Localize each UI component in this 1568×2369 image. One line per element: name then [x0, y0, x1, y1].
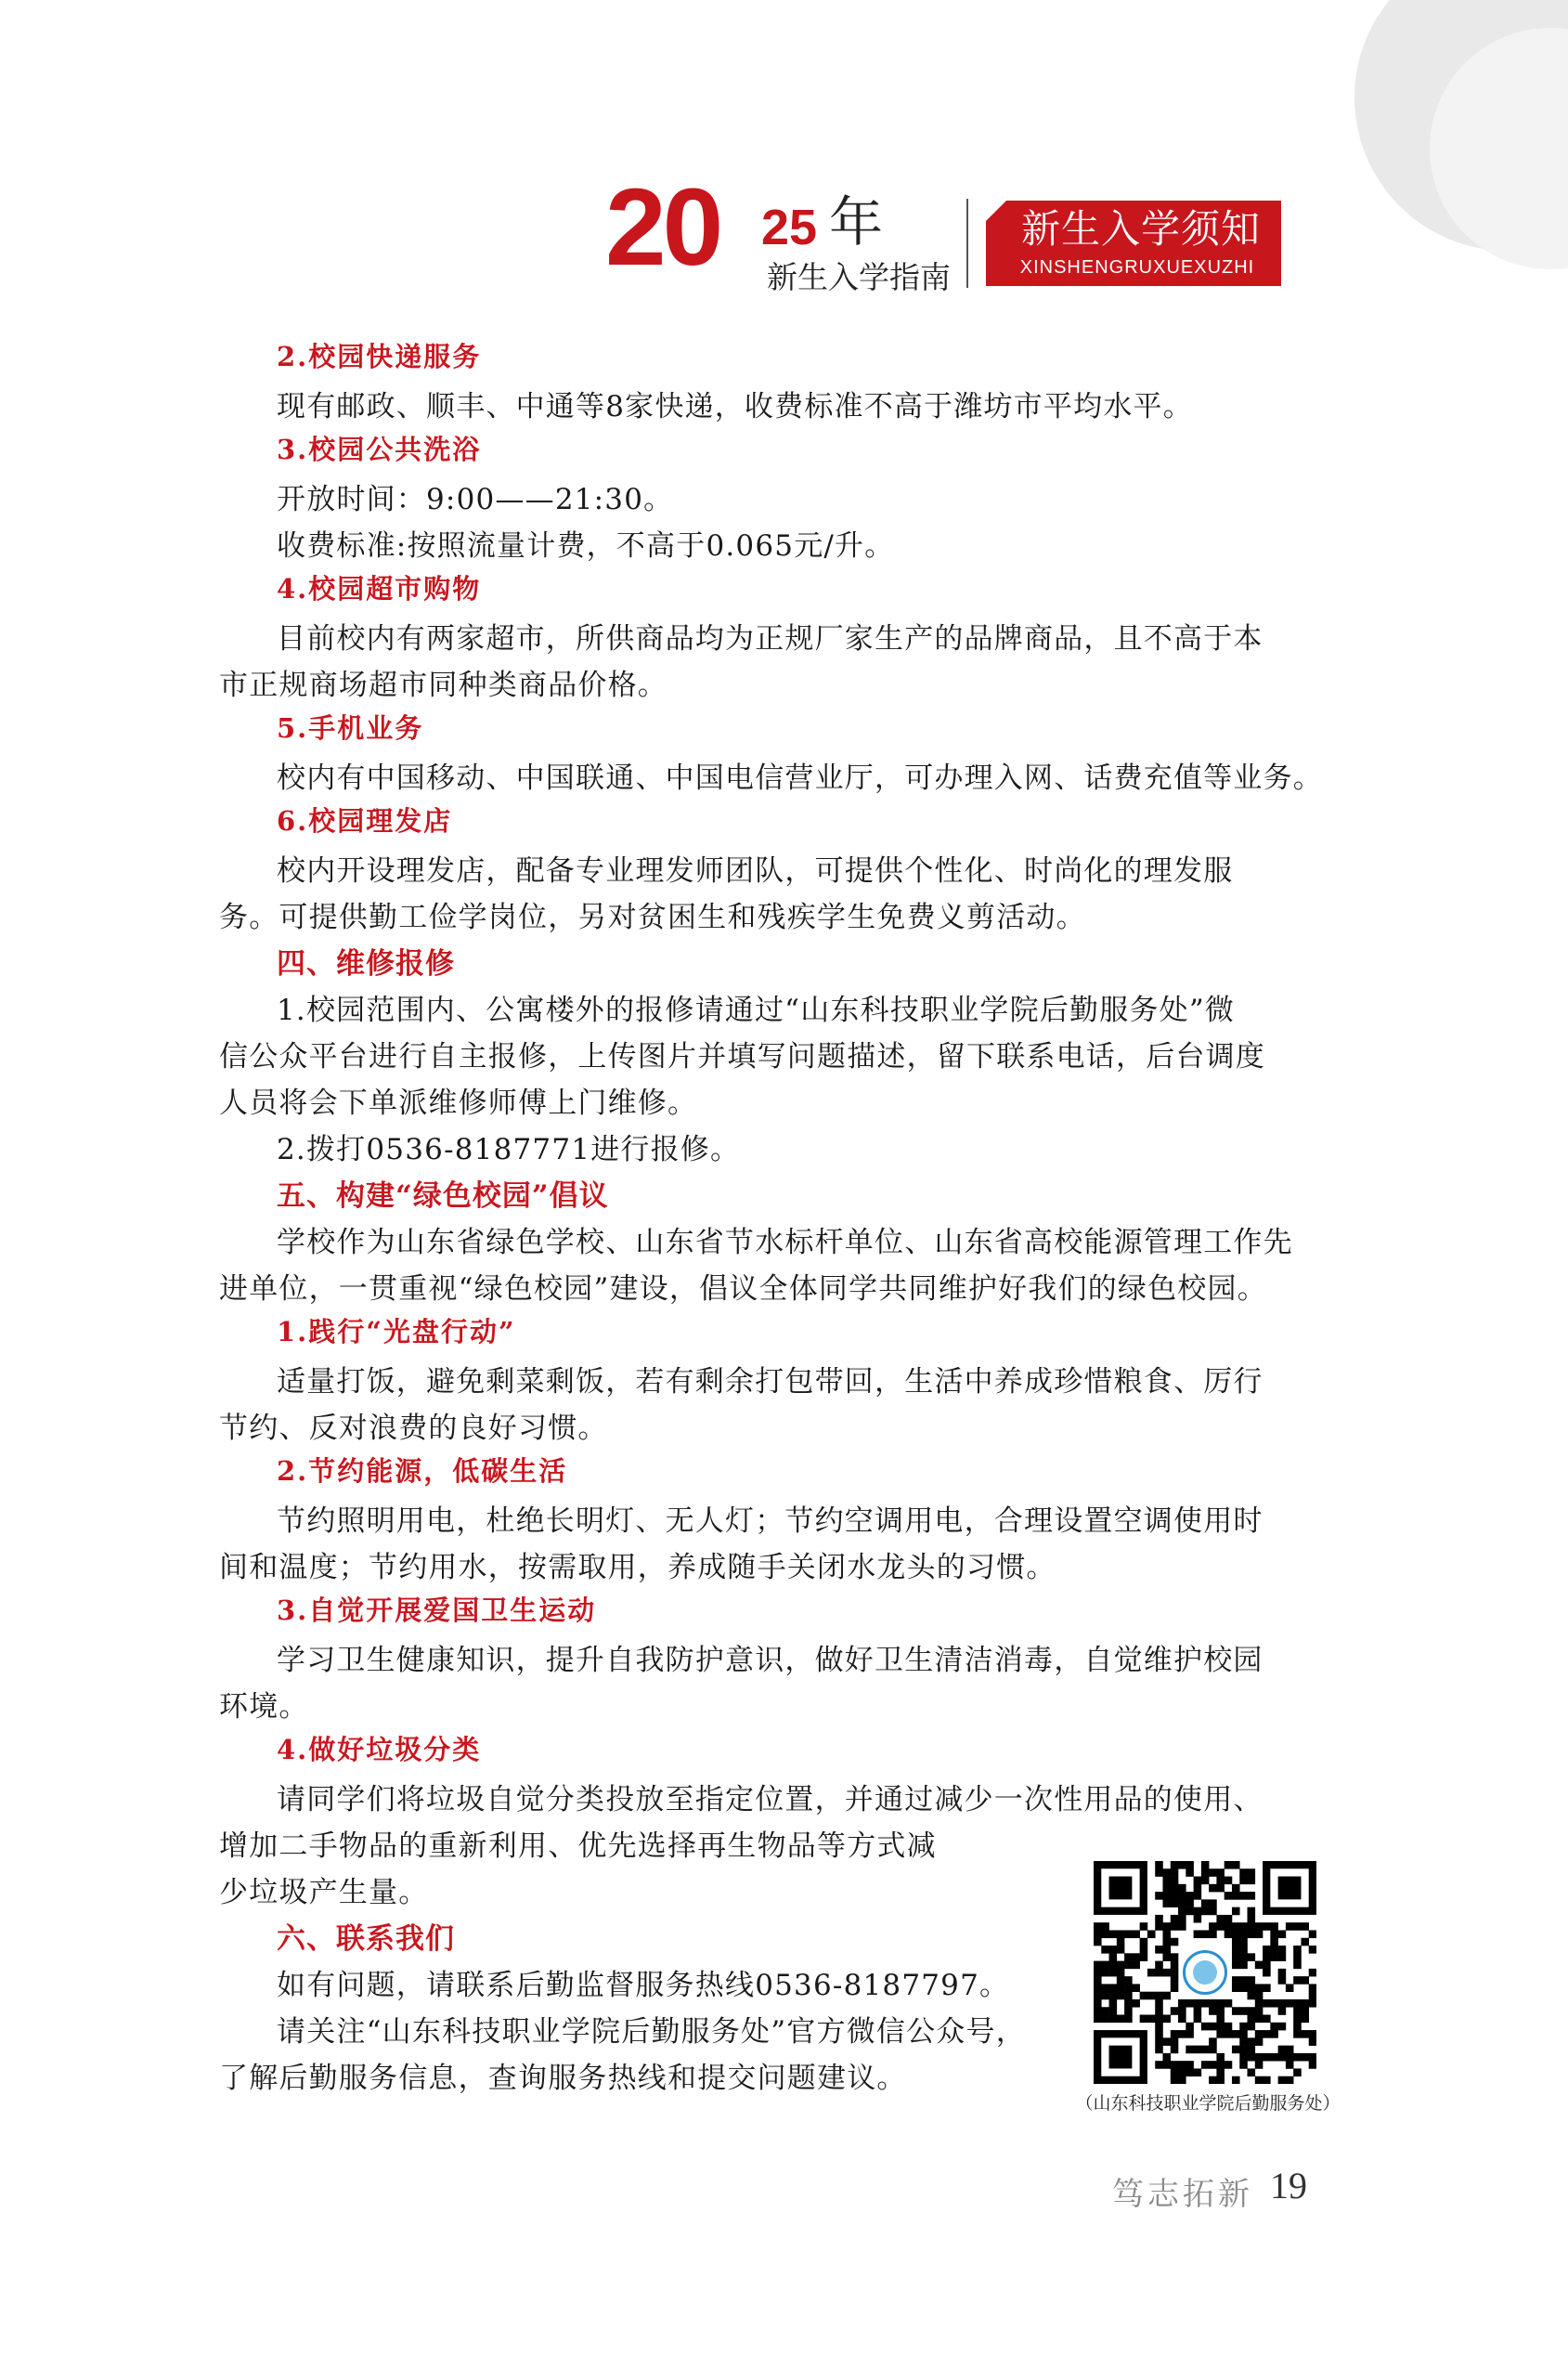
- subsection-heading: 3.自觉开展爱国卫生运动: [277, 1595, 597, 1626]
- body-text-line: 如有问题，请联系后勤监督服务热线0536-8187797。: [277, 1969, 1010, 2002]
- subsection-heading: 5.手机业务: [277, 712, 424, 744]
- body-text-line: 学习卫生健康知识，提升自我防护意识，做好卫生清洁消毒，自觉维护校园: [277, 1644, 1263, 1677]
- body-text-line: 现有邮政、顺丰、中通等8家快递，收费标准不高于潍坊市平均水平。: [277, 390, 1193, 423]
- body-text-line: 2.拨打0536-8187771进行报修。: [277, 1133, 741, 1166]
- body-text-line: 适量打饭，避免剩菜剩饭，若有剩余打包带回，生活中养成珍惜粮食、厉行: [277, 1365, 1263, 1399]
- body-text-line: 信公众平台进行自主报修，上传图片并填写问题描述，留下联系电话，后台调度: [219, 1040, 1265, 1074]
- year-digits-large: 20: [605, 166, 720, 289]
- subsection-heading: 2.校园快递服务: [277, 341, 482, 372]
- page-header: [0, 0, 1568, 306]
- body-text-line: 学校作为山东省绿色学校、山东省节水标杆单位、山东省高校能源管理工作先: [277, 1226, 1293, 1259]
- guide-title: 新生入学指南: [767, 259, 951, 295]
- body-text-line: 请关注“山东科技职业学院后勤服务处”官方微信公众号，: [277, 2015, 1026, 2049]
- year-character: 年: [829, 190, 884, 254]
- body-text-line: 1.校园范围内、公寓楼外的报修请通过“山东科技职业学院后勤服务处”微: [277, 994, 1236, 1027]
- qr-caption: （山东科技职业学院后勤服务处）: [1075, 2093, 1341, 2114]
- body-text-line: 开放时间：9:00——21:30。: [277, 483, 674, 516]
- body-text-line: 务。可提供勤工俭学岗位，另对贫困生和残疾学生免费义剪活动。: [219, 901, 1086, 934]
- section-heading: 四、维修报修: [277, 947, 455, 981]
- year-digits-small: 25: [761, 200, 818, 255]
- banner-corner: [986, 201, 1006, 221]
- body-text-line: 环境。: [219, 1690, 309, 1724]
- subsection-heading: 6.校园理发店: [277, 805, 453, 837]
- header-divider: [966, 199, 968, 288]
- body-text-line: 人员将会下单派维修师傅上门维修。: [219, 1087, 698, 1120]
- subsection-heading: 3.校园公共洗浴: [277, 434, 482, 465]
- body-text-line: 增加二手物品的重新利用、优先选择再生物品等方式减: [219, 1829, 937, 1863]
- body-text-line: 了解后勤服务信息，查询服务热线和提交问题建议。: [219, 2062, 907, 2095]
- body-text-line: 少垃圾产生量。: [219, 1876, 429, 1909]
- section-heading: 六、联系我们: [277, 1922, 455, 1956]
- body-text-line: 请同学们将垃圾自觉分类投放至指定位置，并通过减少一次性用品的使用、: [277, 1783, 1263, 1816]
- qr-code: [1094, 1861, 1316, 2084]
- body-text-line: 校内开设理发店，配备专业理发师团队，可提供个性化、时尚化的理发服: [277, 854, 1234, 888]
- body-text-line: 市正规商场超市同种类商品价格。: [219, 669, 667, 702]
- body-text-line: 目前校内有两家超市，所供商品均为正规厂家生产的品牌商品，且不高于本: [277, 622, 1263, 656]
- body-text-line: 间和温度；节约用水，按需取用，养成随手关闭水龙头的习惯。: [219, 1551, 1056, 1584]
- body-text-line: 节约、反对浪费的良好习惯。: [219, 1412, 608, 1445]
- college-logo-icon: [1183, 1950, 1227, 1995]
- section-heading: 五、构建“绿色校园”倡议: [277, 1179, 609, 1213]
- banner-title: 新生入学须知: [1021, 206, 1262, 252]
- banner-subtitle: XINSHENGRUXUEXUZHI: [1019, 257, 1255, 278]
- footer-motto: 笃志拓新: [1112, 2176, 1253, 2213]
- body-text-line: 校内有中国移动、中国联通、中国电信营业厅，可办理入网、话费充值等业务。: [277, 761, 1323, 795]
- subsection-heading: 1.践行“光盘行动”: [277, 1316, 516, 1347]
- page-number: 19: [1270, 2165, 1307, 2206]
- subsection-heading: 4.校园超市购物: [277, 573, 482, 605]
- body-text-line: 收费标准:按照流量计费，不高于0.065元/升。: [277, 529, 895, 563]
- subsection-heading: 2.节约能源，低碳生活: [277, 1455, 568, 1487]
- body-text-line: 节约照明用电，杜绝长明灯、无人灯；节约空调用电，合理设置空调使用时: [277, 1504, 1263, 1538]
- subsection-heading: 4.做好垃圾分类: [277, 1734, 482, 1765]
- body-text-line: 进单位，一贯重视“绿色校园”建设，倡议全体同学共同维护好我们的绿色校园。: [219, 1272, 1267, 1306]
